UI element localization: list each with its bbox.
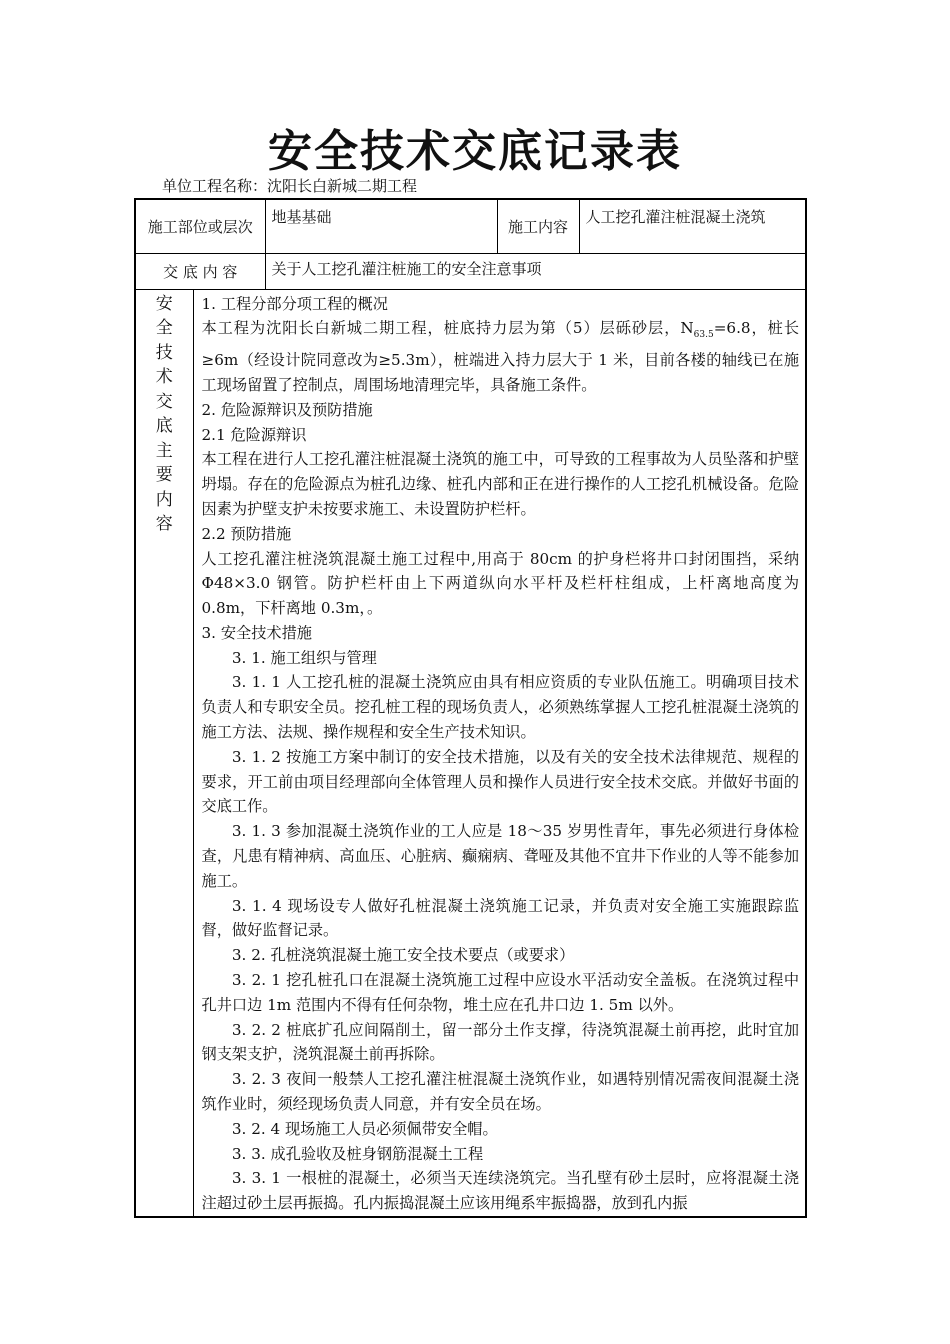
paragraph: 人工挖孔灌注桩浇筑混凝土施工过程中,用高于 80cm 的护身栏将井口封闭围挡，采纳 Φ48×3.0 钢管。防护栏杆由上下两道纵向水平杆及栏杆柱组成，上杆离地高度为 0.8m，下杆离地 0.3m，。 bbox=[201, 549, 800, 618]
side-char: 交 bbox=[155, 391, 173, 412]
paragraph: 本工程为沈阳长白新城二期工程，桩底持力层为第（5）层砾砂层，$N_{63.5}=6.8$，桩长≥6m（经设计院同意改为≥5.3m），桩端进入持力层大于 1 米，目前各楼的轴线已在施工现场留置了控制点，周围场地清理完毕，具备施工条件。 bbox=[201, 319, 800, 394]
document-title: 安全技术交底记录表 bbox=[268, 126, 682, 177]
side-char: 要 bbox=[155, 465, 173, 485]
side-char: 主 bbox=[155, 440, 173, 461]
disclosure-label: 交 底 内 容 bbox=[135, 253, 265, 289]
content-label: 施工内容 bbox=[497, 199, 579, 253]
subsection-heading: 3. 3. 成孔验收及桩身钢筋混凝土工程 bbox=[231, 1144, 484, 1163]
paragraph: 3. 1. 1 人工挖孔桩的混凝土浇筑应由具有相应资质的专业队伍施工。明确项目技术负责人和专职安全员。挖孔桩工程的现场负责人，必须熟练掌握人工挖孔桩混凝土浇筑的施工方法、法规、操作规程和安全生产技术知识。 bbox=[201, 673, 800, 742]
content-value: 人工挖孔灌注桩混凝土浇筑 bbox=[579, 199, 806, 253]
paragraph: 3. 1. 4 现场设专人做好孔桩混凝土浇筑施工记录，并负责对安全施工实施跟踪监督，做好监督记录。 bbox=[201, 896, 800, 940]
paragraph: 3. 2. 4 现场施工人员必须佩带安全帽。 bbox=[231, 1119, 498, 1138]
side-char: 底 bbox=[155, 416, 173, 436]
side-char: 全 bbox=[155, 318, 173, 338]
record-table bbox=[134, 198, 807, 1218]
side-char: 技 bbox=[155, 342, 173, 363]
side-char: 术 bbox=[155, 367, 173, 387]
main-content bbox=[193, 289, 806, 1217]
side-char: 容 bbox=[155, 514, 173, 534]
side-label bbox=[135, 289, 193, 1217]
subsection-heading: 3. 1. 施工组织与管理 bbox=[231, 648, 377, 667]
paragraph: 3. 2. 3 夜间一般禁人工挖孔灌注桩混凝土浇筑作业，如遇特别情况需夜间混凝土浇筑作业时，须经现场负责人同意，并有安全员在场。 bbox=[201, 1070, 800, 1114]
paragraph: 3. 1. 3 参加混凝土浇筑作业的工人应是 18～35 岁男性青年，事先必须进行身体检查，凡患有精神病、高血压、心脏病、癫痫病、聋哑及其他不宜井下作业的人等不能参加施工。 bbox=[201, 822, 800, 890]
subsection-heading: 2.2 预防措施 bbox=[201, 524, 292, 543]
side-char: 内 bbox=[155, 489, 173, 510]
part-value: 地基基础 bbox=[265, 199, 497, 253]
unit-project-name: 单位工程名称：沈阳长白新城二期工程 bbox=[162, 177, 418, 195]
paragraph: 3. 2. 1 挖孔桩孔口在混凝土浇筑施工过程中应设水平活动安全盖板。在浇筑过程中孔井口边 1m 范围内不得有任何杂物，堆土应在孔井口边 1. 5m 以外。 bbox=[201, 971, 800, 1014]
part-label: 施工部位或层次 bbox=[135, 199, 265, 253]
paragraph: 3. 3. 1 一根桩的混凝土，必须当天连续浇筑完。当孔壁有砂土层时，应将混凝土浇注超过砂土层再振捣。孔内振捣混凝土应该用绳系牢振捣器，放到孔内振 bbox=[201, 1169, 800, 1213]
paragraph: 3. 1. 2 按施工方案中制订的安全技术措施，以及有关的安全技术法律规范、规程的要求，开工前由项目经理部向全体管理人员和操作人员进行安全技术交底。并做好书面的交底工作。 bbox=[201, 747, 800, 816]
subsection-heading: 2.1 危险源辩识 bbox=[201, 425, 307, 444]
section-heading: 1. 工程分部分项工程的概况 bbox=[201, 294, 388, 313]
paragraph: 本工程在进行人工挖孔灌注桩混凝土浇筑的施工中，可导致的工程事故为人员坠落和护壁坍塌。存在的危险源点为桩孔边缘、桩孔内部和正在进行操作的人工挖孔机械设备。危险因素为护壁支护未按要求施工、未设置防护栏杆。 bbox=[201, 450, 800, 518]
section-heading: 2. 危险源辩识及预防措施 bbox=[201, 400, 373, 419]
subsection-heading: 3. 2. 孔桩浇筑混凝土施工安全技术要点（或要求） bbox=[231, 946, 575, 965]
disclosure-value: 关于人工挖孔灌注桩施工的安全注意事项 bbox=[265, 253, 806, 289]
side-char: 安 bbox=[155, 293, 173, 314]
section-heading: 3. 安全技术措施 bbox=[201, 623, 312, 642]
paragraph: 3. 2. 2 桩底扩孔应间隔削土，留一部分土作支撑，待浇筑混凝土前再挖，此时宜加钢支架支护，浇筑混凝土前再拆除。 bbox=[201, 1020, 800, 1064]
